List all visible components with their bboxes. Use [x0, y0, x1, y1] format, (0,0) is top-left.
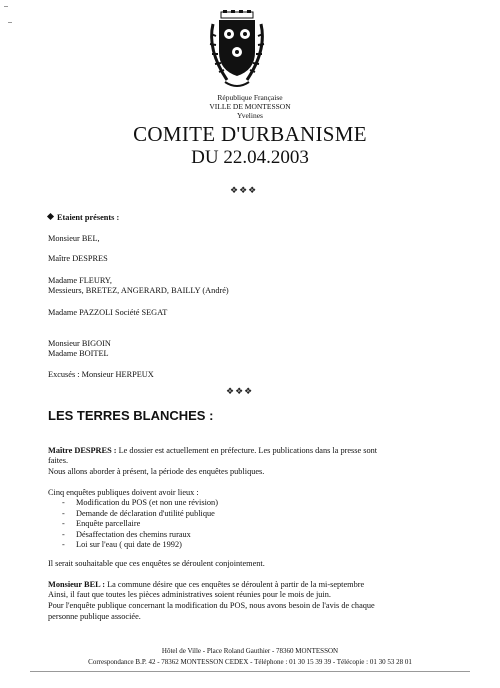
footer-address: Hôtel de Ville - Place Roland Gauthier - 78360 MONTESSON — [161, 647, 339, 655]
scan-mark — [8, 22, 12, 23]
city-crest-logo — [205, 10, 269, 96]
list-item-text: Enquête parcellaire — [76, 519, 141, 528]
list-item: - Demande de déclaration d'utilité publique — [62, 508, 215, 518]
present-heading-text: Etaient présents : — [57, 213, 120, 222]
enquetes-list — [62, 498, 218, 551]
enquetes-intro: Cinq enquêtes publiques doivent avoir lieux : — [48, 488, 199, 497]
speaker-despres: Maître DESPRES : — [48, 446, 117, 455]
paragraph-despres — [48, 446, 377, 457]
document-title: COMITE D'URBANISME — [133, 122, 367, 146]
diamond-bullet-icon — [47, 213, 54, 220]
scan-mark — [4, 6, 8, 7]
paragraph-bel — [48, 580, 364, 591]
republic-line: République Française — [217, 93, 283, 102]
paragraph-text: Ainsi, il faut que toutes les pièces administratives soient réunies pour le mois de juin. — [48, 590, 331, 599]
list-item-text: Désaffectation des chemins ruraux — [76, 529, 191, 539]
speaker-bel: Monsieur BEL : — [48, 580, 106, 589]
excused-line: Excusés : Monsieur HERPEUX — [48, 370, 154, 379]
attendee-line: Madame FLEURY, — [48, 276, 112, 285]
list-item: - Désaffectation des chemins ruraux — [62, 529, 191, 539]
footer-contact: Correspondance B.P. 42 - 78362 MONTESSON CEDEX - Téléphone : 01 30 15 39 39 - Télécopie : 01 30 53 28 01 — [88, 658, 412, 666]
list-item: - Modification du POS (et non une révision) — [62, 498, 218, 507]
attendee-line: Madame BOITEL — [48, 349, 109, 358]
attendee-line: Madame PAZZOLI Société SEGAT — [48, 308, 168, 317]
paragraph-text: Le dossier est actuellement en préfecture. Les publications dans la presse sont — [116, 446, 378, 455]
document-date: DU 22.04.2003 — [191, 147, 309, 168]
paragraph-text: Pour l'enquête publique concernant la modification du POS, nous avons besoin de l'avis de chaque — [48, 601, 375, 610]
list-item: - Enquête parcellaire — [62, 519, 141, 528]
present-heading — [48, 213, 119, 224]
paragraph-text: Il serait souhaitable que ces enquêtes se déroulent conjointement. — [48, 559, 265, 568]
paragraph-text: faites. — [48, 456, 69, 465]
list-item-text: Loi sur l'eau ( qui date de 1992) — [76, 540, 182, 549]
section-title: LES TERRES BLANCHES : — [48, 408, 214, 423]
footer-rule — [30, 671, 470, 672]
list-item-text: Demande de déclaration d'utilité publique — [76, 508, 215, 518]
attendee-line: Monsieur BIGOIN — [48, 339, 111, 348]
ornament-top: ❖❖❖ — [230, 185, 258, 195]
department-line: Yvelines — [237, 111, 263, 120]
paragraph-text: Nous allons aborder à présent, la période des enquêtes publiques. — [48, 467, 265, 476]
paragraph-text: La commune désire que ces enquêtes se déroulent à partir de la mi-septembre — [105, 580, 365, 589]
attendee-line: Maître DESPRES — [48, 254, 108, 263]
attendee-line: Messieurs, BRETEZ, ANGERARD, BAILLY (André) — [48, 286, 229, 295]
list-item: - Loi sur l'eau ( qui date de 1992) — [62, 540, 182, 549]
paragraph-text: personne publique associée. — [48, 612, 141, 621]
ornament-middle: ❖❖❖ — [226, 386, 254, 396]
city-line: VILLE DE MONTESSON — [209, 102, 291, 111]
list-item-text: Modification du POS (et non une révision) — [76, 498, 218, 507]
attendee-line: Monsieur BEL, — [48, 234, 100, 243]
